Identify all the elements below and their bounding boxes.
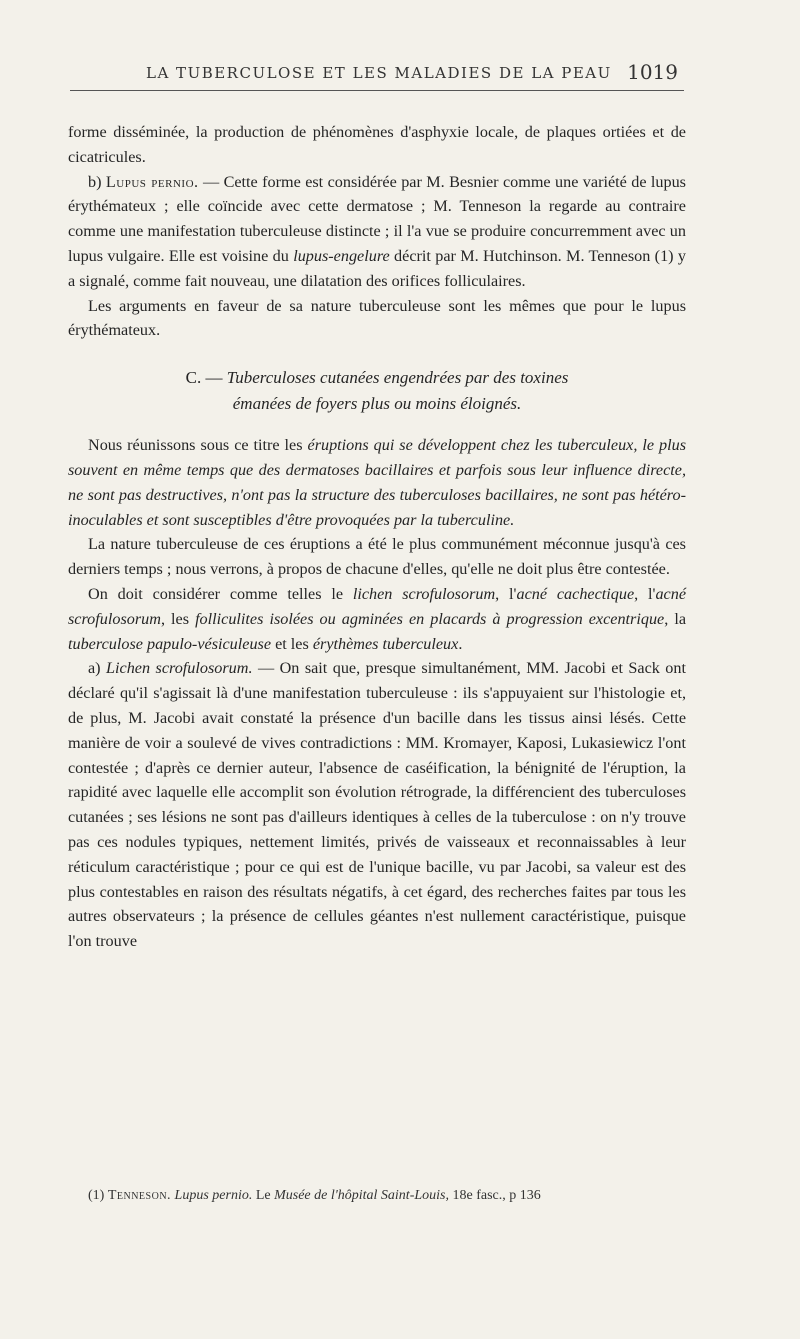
paragraph-1-text: forme disséminée, la production de phénomènes d'asphyxie locale, de plaques ortiées et de cicatricules. <box>68 123 686 166</box>
paragraph-2-end: décrit par M. Hutchinson. M. Tenneson (1) y a signalé, comme fait nouveau, une dilatation des orifices folliculaires. <box>68 246 686 290</box>
p6-c: , l' <box>495 584 517 603</box>
paragraph-4 <box>68 433 686 532</box>
paragraph-4-start: Nous réunissons sous ce titre les <box>88 436 308 455</box>
section-heading-c <box>68 365 686 417</box>
term-acne-scrofulosorum: acné scrofulosorum <box>68 584 687 628</box>
footnote-journal: Musée de l'hôpital Saint-Louis, <box>274 1188 449 1203</box>
paragraph-lupus-pernio <box>68 170 686 294</box>
footnote-marker: (1) <box>88 1188 108 1203</box>
p6-e: , l' <box>634 584 656 603</box>
body-text <box>68 120 686 954</box>
footnote-mid: Le <box>252 1188 275 1203</box>
p6-g: , les <box>160 609 196 628</box>
footnote <box>88 1188 688 1204</box>
term-erythemes: érythèmes tuberculeux <box>312 634 459 653</box>
paragraph-lichen <box>68 656 686 954</box>
page-number: 1019 <box>627 60 678 84</box>
paragraph-7-text: — On sait que, presque simultanément, MM. Jacobi et Sack ont déclaré qu'il s'agissait là d'une manifestation tuberculeuse : ils s'appuyaient sur l'histologie et, de plus, M. Jacobi avait constaté la présence d'un bacille dans les tissus ainsi lésés. Cette manière de voir a soulevé de vives contradictions : MM. Kromayer, Kaposi, Lukasiewicz l'ont contestée ; d'après ce dernier auteur, l'absence de caséification, la bénignité de l'éruption, la rapidité avec laquelle elle accomplit son évolution rétrograde, la différencient des tuberculoses cutanées ; ses lésions ne sont pas d'ailleurs identiques à celles de la tuberculose : on n'y trouve pas ces nodules typiques, nettement limités, privés de vaisseaux et reconnaissables à leur réticulum caractéristique ; pour ce qui est de l'unique bacille, vu par Jacobi, sa valeur est des plus contestables en raison des résultats négatifs, à cet égard, des recherches faites par tous les autres observateurs ; la présence de cellules géantes n'est nullement caractéristique, puisque l'on trouve <box>68 659 686 951</box>
term-lichen: lichen scrofulosorum <box>352 584 496 603</box>
footnote-work: Lupus pernio. <box>174 1188 253 1203</box>
paragraph-5 <box>68 532 686 582</box>
heading-line-2: émanées de foyers plus ou moins éloignés. <box>232 394 522 414</box>
term-tuberculose-papulo: tuberculose papulo-vésiculeuse <box>68 634 272 653</box>
footnote-end: 18e fasc., p 136 <box>448 1188 541 1203</box>
p6-a: On doit considérer comme telles le <box>88 584 353 603</box>
paragraph-5-text: La nature tuberculeuse de ces éruptions a été le plus communément méconnue jusqu'à ces derniers temps ; nous verrons, à propos de chacune d'elles, qu'elle ne doit plus être contestée. <box>68 535 686 579</box>
term-lupus-engelure: lupus-engelure <box>293 246 390 265</box>
section-label-a: a) <box>88 659 107 678</box>
paragraph-3-text: Les arguments en faveur de sa nature tuberculeuse sont les mêmes que pour le lupus érythémateux. <box>68 296 686 340</box>
term-folliculites: folliculites isolées ou agminées en placards à progression excentrique <box>195 609 665 628</box>
heading-line-1: Tuberculoses cutanées engendrées par des toxines <box>226 368 569 388</box>
section-title-lupus-pernio: Lupus pernio. <box>105 172 199 191</box>
paragraph-2-text: — Cette forme est considérée par M. Besnier comme une variété de lupus érythémateux ; elle coïncide avec cette dermatose ; M. Tenneson la regarde au contraire comme une manifestation tuberculeuse distincte ; il l'a vue se produire concurremment avec un lupus vulgaire. Elle est voisine du <box>68 172 686 265</box>
running-title: LA TUBERCULOSE ET LES MALADIES DE LA PEAU <box>146 64 612 82</box>
p6-m: . <box>458 634 463 653</box>
section-label-b: b) <box>88 172 102 191</box>
page-header <box>70 58 684 91</box>
section-title-lichen: Lichen scrofulosorum. <box>106 659 253 678</box>
footnote-author: Tenneson. <box>107 1188 172 1203</box>
p6-i: , la <box>664 609 687 628</box>
heading-label: C. — <box>185 368 227 388</box>
paragraph-6 <box>68 582 686 656</box>
p6-k: et les <box>271 634 313 653</box>
term-acne-cachectique: acné cachectique <box>516 584 635 603</box>
paragraph-1 <box>68 120 686 170</box>
paragraph-4-italic: éruptions qui se développent chez les tuberculeux, le plus souvent en même temps que des dermatoses bacillaires et parfois sous leur influence directe, ne sont pas destructives, n'ont pas la structure des tuberculoses bacillaires, ne sont pas hétéro-inoculables et sont susceptibles d'être provoquées par la tuberculine. <box>68 436 687 529</box>
paragraph-3 <box>68 294 686 344</box>
